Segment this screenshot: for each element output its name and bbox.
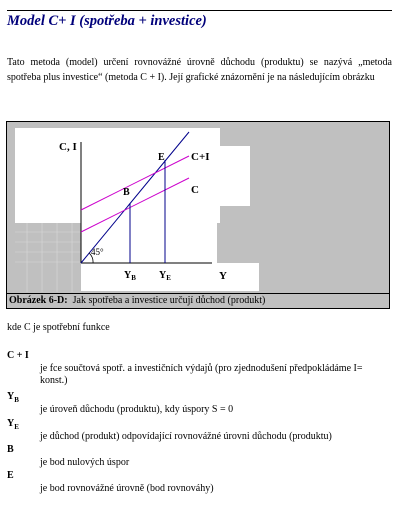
def-b: je bod nulových úspor — [40, 457, 130, 468]
term-b: B — [7, 444, 14, 455]
top-rule — [7, 10, 392, 11]
graph-panel-mid — [81, 223, 217, 263]
figure-graph — [7, 122, 389, 294]
intro-paragraph: Tato metoda (model) určení rovnovážné úrovně důchodu (produktu) se nazývá „metoda spotřeba plus investice“ (metoda C + I). Její grafické znázornění je na následujícím obrázku — [7, 57, 392, 83]
section-title: Model C+ I (spotřeba + investice) — [7, 13, 207, 29]
figure-caption — [7, 293, 389, 308]
term-c-plus-i: C + I — [7, 350, 29, 361]
y-axis-label: C, I — [59, 141, 77, 153]
line-ci-label: C+I — [191, 151, 210, 163]
def-e: je bod rovnovážné úrovně (bod rovnováhy) — [40, 483, 214, 494]
yb-label: $Y_B$ — [124, 270, 136, 282]
angle-label: 45° — [91, 247, 104, 257]
caption-prefix: Obrázek 6-D: — [9, 295, 68, 306]
figure-6d — [6, 121, 390, 309]
def-c-plus-i: je fce součtová spotř. a investičních výdajů (pro zjednodušení předpokládáme I= konst.) — [40, 363, 363, 386]
def-yb: je úroveň důchodu (produktu), kdy úspory S = 0 — [40, 404, 234, 415]
point-e-label: E — [158, 152, 165, 163]
caption-text: Jak spotřeba a investice určují důchod (produkt) — [72, 295, 266, 306]
x-axis-label: Y — [219, 270, 227, 282]
ye-label: $Y_E$ — [159, 270, 171, 282]
graph-panel-labels — [220, 146, 250, 206]
def-ye: je důchod (produkt) odpovídající rovnovážné úrovni důchodu (produktu) — [40, 431, 332, 442]
term-yb: $Y_B$ — [7, 391, 19, 404]
graph-grid — [15, 223, 81, 292]
point-b-label: B — [123, 187, 130, 198]
term-ye: $Y_E$ — [7, 418, 19, 431]
term-e: E — [7, 470, 14, 481]
line-c-label: C — [191, 184, 199, 196]
graph-panel-top — [15, 128, 220, 223]
definitions-intro: kde C je spotřební funkce — [7, 322, 110, 333]
